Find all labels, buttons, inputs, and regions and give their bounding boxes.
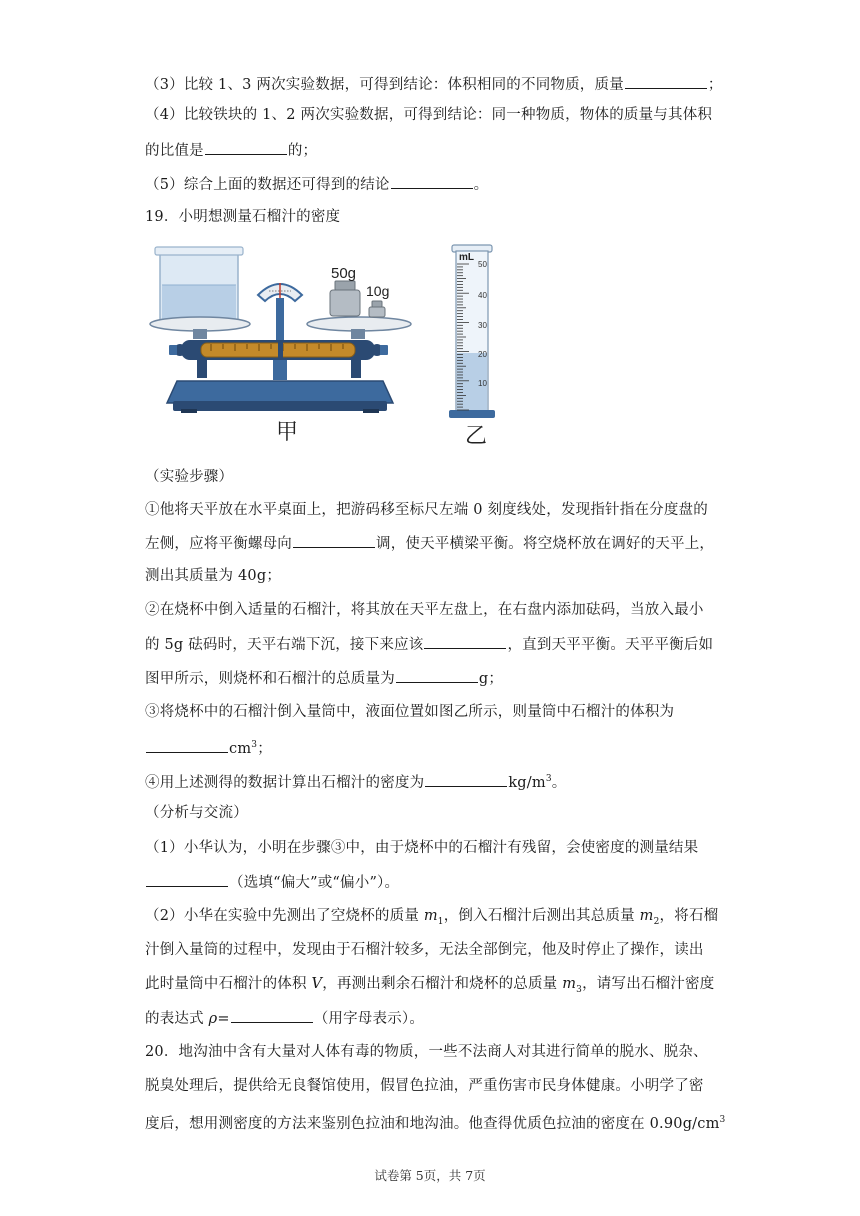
q20-line1: 20．地沟油中含有大量对人体有毒的物质，一些不法商人对其进行简单的脱水、脱杂、 (145, 1044, 708, 1060)
pointer-dial (258, 283, 302, 346)
step3-line2: $cm^3$； (145, 735, 272, 759)
cylinder-unit: mL (459, 252, 474, 263)
steps-heading: （实验步骤） (145, 469, 234, 485)
q20-line3: 度后，想用测密度的方法来鉴别色拉油和地沟油。他查得优质色拉油的密度在 $0.90g/cm^3$ (145, 1115, 726, 1132)
step2-line2: 的 5g 砝码时，天平右端下沉，接下来应该 ，直到天平平衡。天平平衡后如 (145, 634, 713, 655)
analysis2-line3: 此时量筒中石榴汁的体积 V，再测出剩余石榴汁和烧杯的总质量 $m_3$，请写出石榴汁密度 (145, 976, 715, 995)
right-pan (307, 317, 411, 331)
q19-figure (145, 243, 505, 449)
weight-50g-label: 50g (331, 265, 357, 282)
balance-illustration (150, 247, 411, 413)
q18-item4-line1: （4）比较铁块的 1、2 两次实验数据，可得到结论：同一种物质，物体的质量与其体积 (145, 107, 713, 123)
q18-item3: （3）比较 1、3 两次实验数据，可得到结论：体积相同的不同物质，质量 ； (145, 74, 723, 95)
q20-line2: 脱臭处理后，提供给无良餐馆使用，假冒色拉油，严重伤害市民身体健康。小明学了密 (145, 1078, 704, 1094)
analysis1-line1: （1）小华认为，小明在步骤③中，由于烧杯中的石榴汁有残留，会使密度的测量结果 (145, 840, 699, 856)
step2-line3: 图甲所示，则烧杯和石榴汁的总质量为 g； (145, 668, 503, 689)
cylinder-tick-label: 50 (478, 260, 487, 269)
answer-blank[interactable] (391, 174, 473, 189)
analysis-heading: （分析与交流） (145, 805, 248, 821)
graduated-cylinder (449, 245, 495, 418)
step3-line1: ③将烧杯中的石榴汁倒入量筒中，液面位置如图乙所示，则量筒中石榴汁的体积为 (145, 704, 675, 720)
answer-blank[interactable] (146, 738, 228, 753)
analysis2-line4: 的表达式 ρ= （用字母表示）。 (145, 1008, 424, 1029)
answer-blank[interactable] (205, 140, 287, 155)
answer-blank[interactable] (396, 668, 478, 683)
answer-blank[interactable] (146, 872, 228, 887)
step1-line2: 左侧，应将平衡螺母向 调，使天平横梁平衡。将空烧杯放在调好的天平上， (145, 533, 714, 554)
cylinder-tick-label: 40 (478, 291, 487, 300)
answer-blank[interactable] (425, 772, 507, 787)
answer-blank[interactable] (293, 533, 375, 548)
weight-10g-label: 10g (366, 283, 390, 299)
rider (278, 342, 283, 358)
q18-item4-line2: 的比值是 的； (145, 140, 317, 161)
step2-line1: ②在烧杯中倒入适量的石榴汁，将其放在天平左盘上，在右盘内添加砝码，当放入最小 (145, 602, 704, 618)
answer-blank[interactable] (625, 74, 707, 89)
answer-blank[interactable] (424, 634, 506, 649)
left-pan (150, 317, 250, 331)
figure-label-jia: 甲 (276, 420, 299, 445)
q19-title: 19．小明想测量石榴汁的密度 (145, 209, 341, 225)
q18-item5: （5）综合上面的数据还可得到的结论 。 (145, 174, 488, 195)
answer-blank[interactable] (231, 1008, 313, 1023)
cylinder-tick-label: 30 (478, 321, 487, 330)
step1-line1: ①他将天平放在水平桌面上，把游码移至标尺左端 0 刻度线处，发现指针指在分度盘的 (145, 502, 708, 518)
weight-50g (330, 281, 360, 316)
cylinder-tick-label: 10 (478, 379, 487, 388)
balance-base (167, 381, 393, 403)
weight-10g (369, 301, 385, 317)
analysis2-line1: （2）小华在实验中先测出了空烧杯的质量 $m_1$，倒入石榴汁后测出其总质量 $m_2$，将石榴 (145, 908, 719, 927)
analysis2-line2: 汁倒入量筒的过程中，发现由于石榴汁较多，无法全部倒完，他及时停止了操作，读出 (145, 942, 704, 958)
step4: ④用上述测得的数据计算出石榴汁的密度为 $kg/m^3$。 (145, 769, 566, 793)
analysis1-line2: （选填“偏大”或“偏小”）。 (145, 872, 399, 893)
step1-line3: 测出其质量为 40g； (145, 568, 282, 584)
cylinder-tick-label: 20 (478, 350, 487, 359)
figure-label-yi: 乙 (465, 424, 488, 449)
page-footer: 试卷第 5页，共 7页 (374, 1168, 486, 1183)
